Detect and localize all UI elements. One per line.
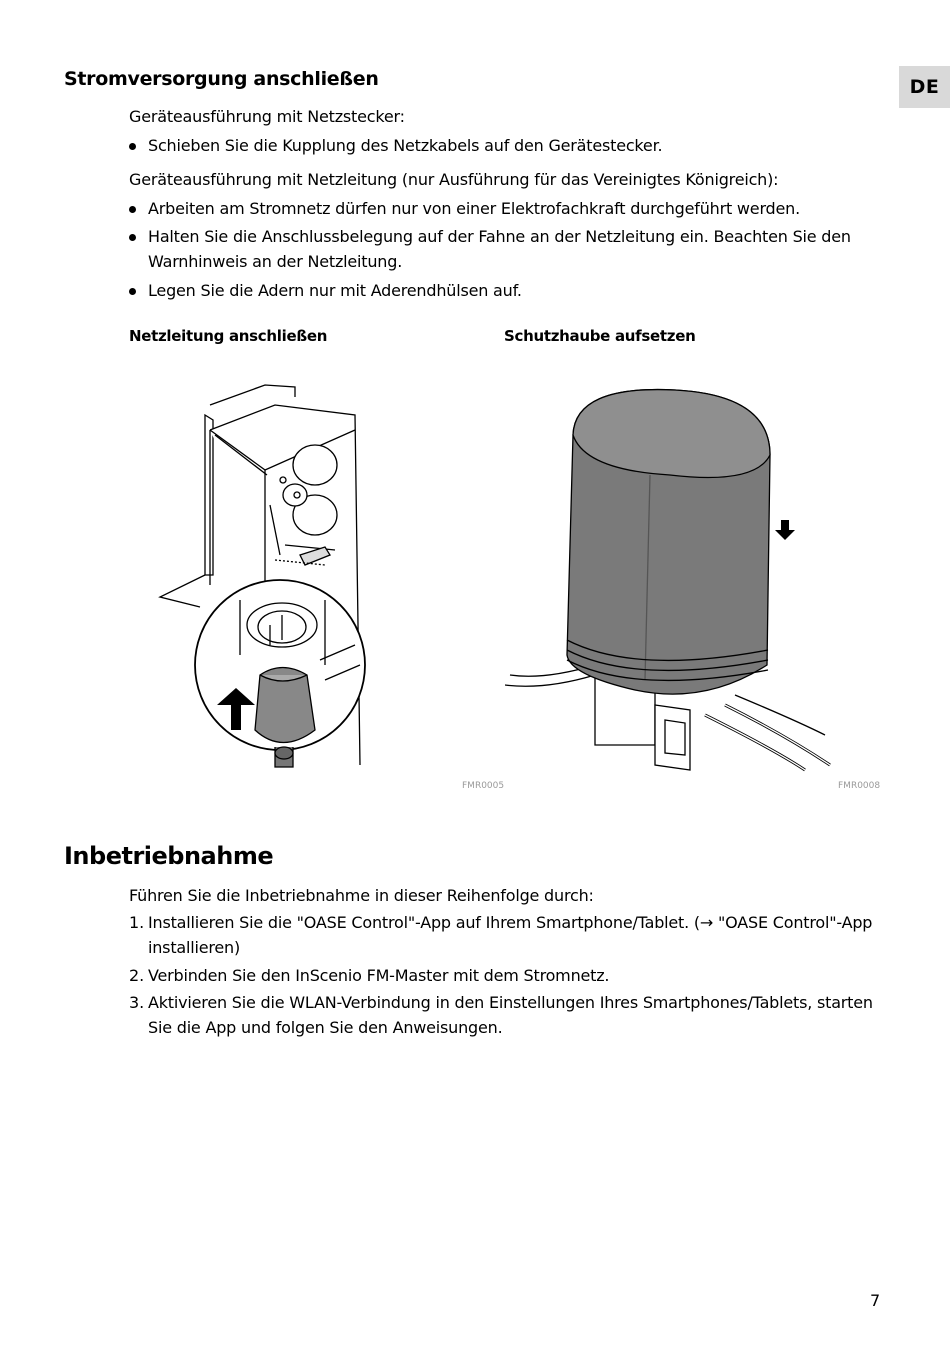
cable-connection-illustration xyxy=(155,375,485,775)
figure-code: FMR0008 xyxy=(838,781,881,791)
page-number: 7 xyxy=(870,1291,881,1310)
step-number: 1. xyxy=(129,913,145,932)
protective-cover-illustration xyxy=(505,375,885,775)
language-tab: DE xyxy=(899,66,950,108)
section-heading-power: Stromversorgung anschließen xyxy=(64,68,379,90)
step-number: 3. xyxy=(129,993,145,1012)
bullet-text: Arbeiten am Stromnetz dürfen nur von einer Elektrofachkraft durchgeführt werden. xyxy=(148,199,800,218)
step-text: Verbinden Sie den InScenio FM-Master mit dem Stromnetz. xyxy=(148,966,610,985)
bullet-dot-icon xyxy=(129,206,136,213)
figure-title-cable: Netzleitung anschließen xyxy=(129,327,328,345)
bullet-text: Legen Sie die Adern nur mit Aderendhülsen auf. xyxy=(148,281,522,300)
bullet-text: Schieben Sie die Kupplung des Netzkabels auf den Gerätestecker. xyxy=(148,136,663,155)
step-text: Installieren Sie die "OASE Control"-App auf Ihrem Smartphone/Tablet. (→ "OASE Control"-App installieren) xyxy=(148,913,873,957)
bullet-dot-icon xyxy=(129,234,136,241)
step-number: 2. xyxy=(129,966,145,985)
bullet-dot-icon xyxy=(129,143,136,150)
step-text: Aktivieren Sie die WLAN-Verbindung in den Einstellungen Ihres Smartphones/Tablets, starten Sie die App und folgen Sie den Anweisungen. xyxy=(148,993,873,1037)
figure-title-cover: Schutzhaube aufsetzen xyxy=(504,327,696,345)
intro-plug-version: Geräteausführung mit Netzstecker: xyxy=(129,107,405,126)
figure-code: FMR0005 xyxy=(462,781,505,791)
section-heading-commissioning: Inbetriebnahme xyxy=(64,842,274,870)
bullet-dot-icon xyxy=(129,288,136,295)
commissioning-intro: Führen Sie die Inbetriebnahme in dieser Reihenfolge durch: xyxy=(129,886,594,905)
intro-cable-version: Geräteausführung mit Netzleitung (nur Ausführung für das Vereinigtes Königreich): xyxy=(129,170,779,189)
bullet-text: Halten Sie die Anschlussbelegung auf der Fahne an der Netzleitung ein. Beachten Sie den Warnhinweis an der Netzleitung. xyxy=(148,227,851,271)
